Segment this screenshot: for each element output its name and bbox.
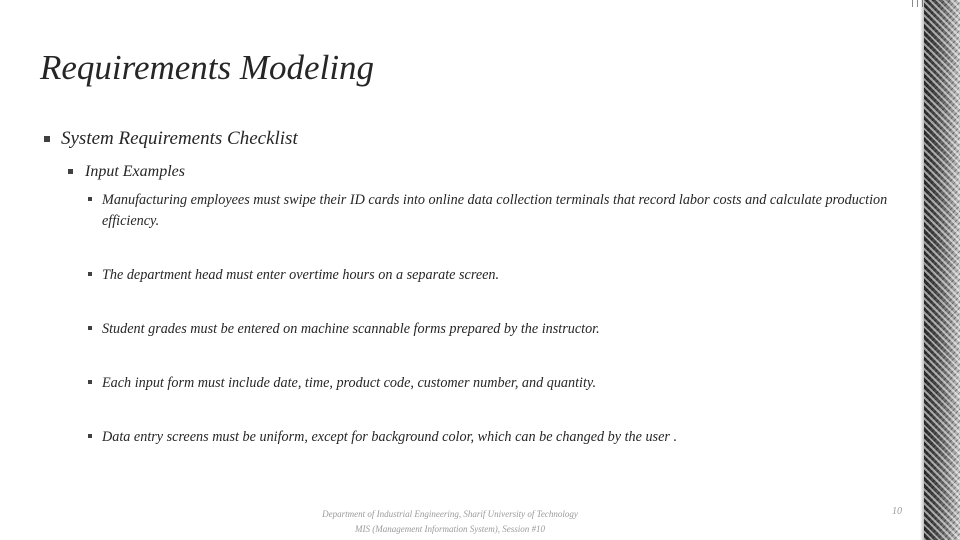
list-item [88, 190, 910, 232]
list-item [88, 373, 910, 394]
list-item-text: The department head must enter overtime hours on a separate screen. [102, 267, 500, 283]
bullet-level2-text: Input Examples [85, 163, 185, 180]
square-bullet-icon [88, 326, 92, 330]
bullet-level2 [68, 163, 185, 181]
list-item [88, 427, 910, 448]
list-item-text: Student grades must be entered on machine scannable forms prepared by the instructor. [102, 321, 600, 337]
list-item-text: Manufacturing employees must swipe their ID cards into online data collection terminals that record labor costs and calculate production efficiency. [102, 192, 888, 229]
slide-title: Requirements Modeling [40, 48, 375, 87]
page-number: 10 [892, 506, 902, 517]
footer-line1: Department of Industrial Engineering, Sharif University of Technology [322, 509, 578, 519]
square-bullet-icon [88, 272, 92, 276]
list-item [88, 319, 910, 340]
square-bullet-icon [88, 197, 92, 201]
list-item-text: Data entry screens must be uniform, except for background color, which can be changed by the user . [102, 429, 677, 445]
square-bullet-icon [88, 380, 92, 384]
list-item [88, 265, 910, 286]
square-bullet-icon [44, 136, 50, 142]
square-bullet-icon [68, 169, 73, 174]
slide-footer [200, 507, 700, 537]
bullet-level1 [44, 128, 298, 150]
decorative-right-border [924, 0, 960, 540]
square-bullet-icon [88, 434, 92, 438]
list-item-text: Each input form must include date, time, product code, customer number, and quantity. [102, 375, 596, 391]
footer-line2: MIS (Management Information System), Session #10 [355, 524, 545, 534]
bullet-level1-text: System Requirements Checklist [61, 128, 298, 149]
